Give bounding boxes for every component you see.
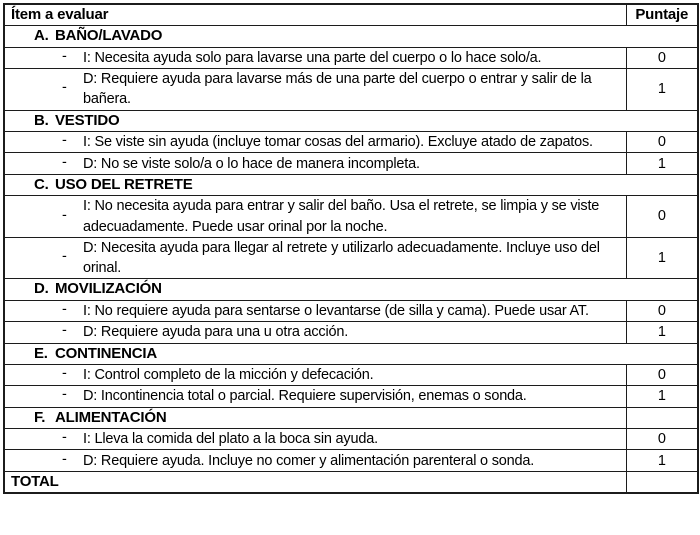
score-cell: 1 <box>626 153 698 174</box>
section-header-alimentacion <box>4 407 626 428</box>
score-cell: 0 <box>626 47 698 68</box>
section-letter: E. <box>34 344 48 362</box>
dash-bullet: - <box>62 207 67 224</box>
section-header-vestido <box>4 110 698 131</box>
table-row <box>4 300 698 321</box>
table-row <box>4 237 698 279</box>
dash-bullet: - <box>62 132 67 149</box>
dash-bullet: - <box>62 451 67 468</box>
adl-evaluation-table <box>3 3 699 494</box>
section-title: VESTIDO <box>55 111 120 129</box>
score-cell: 1 <box>626 386 698 407</box>
item-text-cell <box>4 196 626 238</box>
total-label: TOTAL <box>4 471 626 493</box>
dash-bullet: - <box>62 48 67 65</box>
section-header-bano <box>4 26 698 47</box>
item-text-cell <box>4 237 626 279</box>
item-text-cell <box>4 132 626 153</box>
section-letter: C. <box>34 175 49 193</box>
score-cell-empty <box>626 407 698 428</box>
score-cell: 1 <box>626 69 698 111</box>
section-title: BAÑO/LAVADO <box>55 27 163 45</box>
score-cell: 0 <box>626 196 698 238</box>
item-text: I: Se viste sin ayuda (incluye tomar cosas del armario). Excluye atado de zapatos. <box>83 134 593 151</box>
section-header-retrete <box>4 174 698 195</box>
item-text-cell <box>4 300 626 321</box>
score-cell: 1 <box>626 450 698 471</box>
score-cell: 1 <box>626 237 698 279</box>
section-letter: F. <box>34 408 46 426</box>
item-text: I: Necesita ayuda solo para lavarse una parte del cuerpo o lo hace solo/a. <box>83 49 542 66</box>
section-header-row-retrete <box>4 174 698 195</box>
item-text-cell <box>4 386 626 407</box>
item-text-cell <box>4 450 626 471</box>
item-text-cell <box>4 47 626 68</box>
item-text: D: Requiere ayuda para lavarse más de una parte del cuerpo o entrar y salir de la bañera. <box>83 71 592 108</box>
score-cell: 0 <box>626 364 698 385</box>
item-text: I: No requiere ayuda para sentarse o levantarse (de silla y cama). Puede usar AT. <box>83 302 589 319</box>
dash-bullet: - <box>62 248 67 265</box>
total-row <box>4 471 698 493</box>
section-header-movilizacion <box>4 279 698 300</box>
item-text: I: Control completo de la micción y defecación. <box>83 366 374 383</box>
table-row <box>4 69 698 111</box>
item-text: D: Requiere ayuda para una u otra acción. <box>83 324 349 341</box>
score-cell: 1 <box>626 322 698 343</box>
item-text: I: No necesita ayuda para entrar y salir del baño. Usa el retrete, se limpia y se viste adecuadamente. Puede usar orinal por la noche. <box>83 198 600 235</box>
column-header-item: Ítem a evaluar <box>4 4 626 26</box>
item-text-cell <box>4 69 626 111</box>
score-cell: 0 <box>626 429 698 450</box>
dash-bullet: - <box>62 322 67 339</box>
table-row <box>4 322 698 343</box>
table-row <box>4 196 698 238</box>
score-cell: 0 <box>626 132 698 153</box>
section-header-continencia <box>4 343 698 364</box>
dash-bullet: - <box>62 301 67 318</box>
section-letter: D. <box>34 280 49 298</box>
score-cell: 0 <box>626 300 698 321</box>
table-row <box>4 386 698 407</box>
section-title: ALIMENTACIÓN <box>55 408 167 426</box>
item-text: D: Necesita ayuda para llegar al retrete y utilizarlo adecuadamente. Incluye uso del orinal. <box>83 239 600 277</box>
section-header-row-vestido <box>4 110 698 131</box>
table-row <box>4 429 698 450</box>
section-header-row-continencia <box>4 343 698 364</box>
item-text-cell <box>4 364 626 385</box>
section-letter: B. <box>34 111 49 129</box>
table-row <box>4 450 698 471</box>
section-letter: A. <box>34 27 49 45</box>
section-header-row-bano <box>4 26 698 47</box>
dash-bullet: - <box>62 429 67 446</box>
item-text-cell <box>4 153 626 174</box>
section-title: MOVILIZACIÓN <box>55 280 162 298</box>
dash-bullet: - <box>62 365 67 382</box>
table-row <box>4 364 698 385</box>
table-header-row <box>4 4 698 26</box>
dash-bullet: - <box>62 387 67 404</box>
item-text-cell <box>4 429 626 450</box>
section-header-row-movilizacion <box>4 279 698 300</box>
dash-bullet: - <box>62 154 67 171</box>
total-score-cell <box>626 471 698 493</box>
table-row <box>4 132 698 153</box>
column-header-score: Puntaje <box>626 4 698 26</box>
section-title: USO DEL RETRETE <box>55 175 193 193</box>
table-row <box>4 153 698 174</box>
dash-bullet: - <box>62 80 67 97</box>
item-text-cell <box>4 322 626 343</box>
item-text: D: No se viste solo/a o lo hace de manera incompleta. <box>83 155 420 172</box>
item-text: D: Requiere ayuda. Incluye no comer y alimentación parenteral o sonda. <box>83 452 535 469</box>
section-title: CONTINENCIA <box>55 344 157 362</box>
table-row <box>4 47 698 68</box>
item-text: D: Incontinencia total o parcial. Requiere supervisión, enemas o sonda. <box>83 388 527 405</box>
item-text: I: Lleva la comida del plato a la boca sin ayuda. <box>83 431 378 448</box>
section-header-row-alimentacion <box>4 407 698 428</box>
